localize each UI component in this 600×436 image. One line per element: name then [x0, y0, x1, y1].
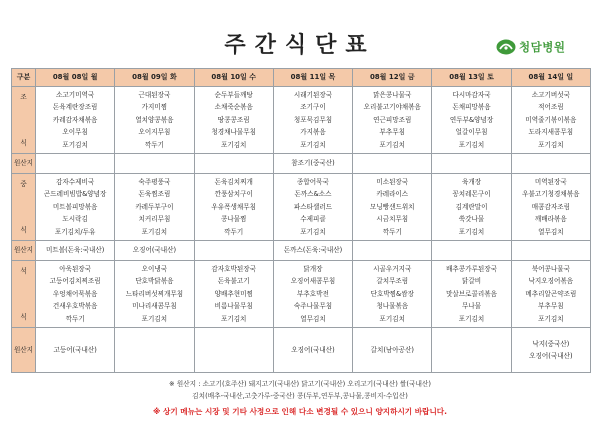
page-title: 주간식단표	[224, 33, 376, 58]
menu-item: 포기김치	[220, 140, 247, 149]
menu-item: 느타리버섯찌개무침	[125, 289, 184, 298]
lunch-label	[12, 174, 36, 241]
menu-item: 건새우호박볶음	[52, 302, 98, 311]
menu-item: 닭개장	[303, 264, 323, 273]
header-day: 08월 08일 월	[36, 69, 115, 87]
menu-item: 카레감자채볶음	[52, 115, 98, 124]
menu-item: 소고기버섯국	[531, 90, 570, 99]
breakfast-day-cell	[36, 87, 115, 154]
menu-item: 감자호박된장국	[211, 264, 256, 273]
header-day: 08월 09일 화	[115, 69, 194, 87]
lunch_origin-cell	[194, 241, 273, 261]
menu-item: 닭갈비	[461, 277, 482, 286]
lunch-day-cell	[273, 174, 352, 241]
header-day: 08월 12일 금	[353, 69, 432, 87]
menu-item: 청경채나물무침	[211, 128, 256, 137]
menu-item: 돈육찜조림	[138, 190, 171, 199]
breakfast_origin-cell	[511, 154, 590, 174]
menu-item: 맛살브로콜리볶음	[446, 289, 498, 298]
dinner_origin-cell	[36, 328, 115, 373]
menu-item: 미나리새콤무침	[132, 302, 177, 311]
menu-item: 포기김치	[538, 140, 564, 149]
dinner_origin-cell	[194, 328, 273, 373]
lunch-day-cell	[511, 174, 590, 241]
menu-item: 우엉채어묵볶음	[52, 289, 98, 298]
hospital-name: 청담병원	[519, 40, 566, 54]
menu-item: 포기김치/두유	[54, 227, 96, 236]
menu-item: 시래기된장국	[293, 90, 333, 99]
menu-item: 무나물	[461, 302, 482, 311]
menu-item: 우불고기청경채볶음	[522, 190, 580, 199]
menu-item: 포기김치	[300, 140, 326, 149]
dinner-label	[12, 261, 36, 328]
menu-item: 열치양콩볶음	[135, 115, 174, 124]
menu-item: 우유폭생채무침	[211, 202, 256, 211]
menu-item: 배추콩가루된장국	[446, 264, 498, 273]
menu-item: 깍두기	[65, 314, 85, 323]
menu-item: 돈채피망볶음	[452, 103, 491, 112]
dinner_origin-row	[12, 328, 591, 373]
lunch_origin-cell	[353, 241, 432, 261]
dinner-label-bottom: 식	[20, 312, 27, 321]
menu-item: 포기김치	[220, 314, 247, 323]
menu-item: 깍두기	[144, 140, 164, 149]
menu-item: 숙주평풍국	[138, 177, 171, 186]
menu-item: 갈치무조림	[376, 277, 409, 286]
menu-item: 적어조림	[538, 103, 564, 112]
menu-item: 땅콩콩조림	[217, 115, 250, 124]
menu-item: 육개장	[461, 177, 482, 186]
breakfast-label-bottom: 식	[20, 138, 27, 147]
dinner-day-cell	[36, 261, 115, 328]
hospital-logo-icon	[496, 38, 516, 56]
menu-item: 감자수제비국	[56, 177, 95, 186]
menu-item: 미역줄기볶이볶음	[525, 115, 577, 124]
header-day: 08월 14일 일	[511, 69, 590, 87]
menu-item: 조기구이	[300, 103, 326, 112]
menu-item: 포기김치	[141, 314, 168, 323]
dinner_origin-cell	[432, 328, 511, 373]
breakfast-day-cell	[194, 87, 273, 154]
menu-item: 소채죽순볶음	[214, 103, 253, 112]
lunch_origin-cell	[432, 241, 511, 261]
menu-item: 포기김치	[379, 314, 405, 323]
menu-item: 포기김치	[379, 140, 405, 149]
menu-item: 깨배라볶음	[534, 215, 567, 224]
lunch-row	[12, 174, 591, 241]
lunch_origin-cell	[511, 241, 590, 261]
origin-item: 오징어(국내산)	[291, 345, 335, 354]
menu-item: 미역된장국	[534, 177, 567, 186]
menu-item: 청포묵김무침	[293, 115, 333, 124]
dinner_origin-cell	[273, 328, 352, 373]
lunch-day-cell	[353, 174, 432, 241]
dinner-label-top: 석	[20, 267, 27, 275]
menu-item: 꽁치레몬구이	[452, 190, 491, 199]
menu-item: 부추무침	[538, 302, 564, 311]
menu-item: 포기김치	[538, 314, 564, 323]
menu-item: 포기김치	[141, 227, 168, 236]
menu-item: 미트볼피망볶음	[52, 202, 98, 211]
breakfast_origin-cell	[432, 154, 511, 174]
menu-item: 얼갈이무침	[455, 128, 488, 137]
menu-item: 숙주나물무침	[293, 302, 333, 311]
dinner_origin-cell	[511, 328, 590, 373]
breakfast_origin-cell: 참조기(중국산)	[273, 154, 352, 174]
lunch-label-bottom: 식	[20, 225, 27, 234]
lunch-day-cell	[432, 174, 511, 241]
menu-item: 깍두기	[224, 227, 244, 236]
menu-item: 오이냉국	[141, 264, 168, 273]
dinner_origin-cell	[115, 328, 194, 373]
lunch_origin-row	[12, 241, 591, 261]
menu-item: 열무김치	[300, 314, 326, 323]
dinner_origin-cell	[353, 328, 432, 373]
menu-item: 양배추현미찜	[214, 289, 253, 298]
menu-item: 돈까스&소스	[294, 190, 332, 199]
menu-item: 종합어묵국	[297, 177, 329, 186]
menu-item: 돈육계란장조림	[52, 103, 98, 112]
lunch_origin-cell: 돈까스(돈육:국내산)	[273, 241, 352, 261]
origin-item: 고등어(국내산)	[53, 345, 97, 354]
menu-item: 순두부들깨탕	[214, 90, 253, 99]
menu-item: 돈육불고기	[217, 277, 250, 286]
hospital-logo	[496, 38, 565, 56]
breakfast_origin-cell	[194, 154, 273, 174]
menu-item: 북어콩나물국	[531, 264, 570, 273]
menu-item: 포기김치	[300, 227, 326, 236]
menu-item: 가지미찜	[141, 103, 168, 112]
menu-item: 메추리알곤약조림	[525, 289, 577, 298]
header-label: 구분	[12, 69, 36, 87]
menu-item: 비름나물무침	[214, 302, 253, 311]
menu-item: 낙지오징어볶음	[528, 277, 574, 286]
lunch-day-cell	[194, 174, 273, 241]
dinner-day-cell	[353, 261, 432, 328]
header-day: 08월 11일 목	[273, 69, 352, 87]
menu-item: 포기김치	[458, 227, 485, 236]
menu-item: 깍두기	[382, 227, 402, 236]
weekly-menu-table	[11, 68, 591, 373]
menu-item: 부추무침	[379, 128, 405, 137]
origin-item: 오징어(국내산)	[529, 352, 573, 360]
breakfast_origin-row	[12, 154, 591, 174]
menu-item: 연두부&양념장	[449, 115, 494, 124]
menu-item: 청나물볶음	[376, 302, 409, 311]
menu-item: 쑥갓나물	[458, 215, 485, 224]
breakfast_origin-cell	[115, 154, 194, 174]
lunch-label-top: 중	[20, 180, 27, 188]
menu-item: 오이무침	[62, 128, 88, 137]
menu-item: 수제피클	[300, 215, 326, 224]
breakfast-label-top: 조	[20, 93, 27, 101]
menu-item: 연근피망조림	[373, 115, 412, 124]
origin-footnote-line2: 김치(배추-국내산,고춧가루-중국산) 콩(두부,연두부,콩나물,콩비지-수입산)	[192, 392, 408, 400]
change-notice: ※ 상기 메뉴는 시장 및 기타 사정으로 인해 다소 변경될 수 있으니 양지하시기 바랍니다.	[152, 407, 448, 416]
menu-item: 포기김치	[458, 314, 485, 323]
menu-item: 도라지새콤무침	[528, 128, 574, 137]
menu-item: 카레라이스	[376, 190, 409, 199]
breakfast-label	[12, 87, 36, 154]
menu-item: 미소된장국	[376, 177, 409, 186]
dinner_origin-label: 원산지	[12, 328, 36, 373]
menu-item: 시골우거지국	[373, 264, 412, 273]
header-row	[12, 69, 591, 87]
menu-item: 파스타샐러드	[293, 202, 333, 211]
menu-item: 오리불고기야채볶음	[363, 103, 421, 112]
dinner-day-cell	[511, 261, 590, 328]
dinner-day-cell	[273, 261, 352, 328]
lunch_origin-label: 원산지	[12, 241, 36, 261]
menu-item: 아욱된장국	[59, 264, 92, 273]
menu-item: 곤드레비빔밥&양념장	[43, 190, 107, 199]
menu-item: 부추호박전	[297, 289, 329, 298]
origin-item: 갈치(남아공산)	[370, 345, 414, 354]
dinner-day-cell	[194, 261, 273, 328]
lunch_origin-cell: 미트볼(돈육:국내산)	[36, 241, 115, 261]
menu-item: 도시락김	[62, 215, 88, 224]
menu-item: 콩나물찜	[220, 215, 247, 224]
breakfast_origin-cell	[353, 154, 432, 174]
breakfast-row	[12, 87, 591, 154]
menu-item: 소고기미역국	[56, 90, 95, 99]
menu-item: 매콤감자조림	[531, 202, 570, 211]
origin-footnote-line1: ※ 원산지 : 소고기(호주산) 돼지고기(국내산) 닭고기(국내산) 오리고기(국내산) 쌀(국내산)	[168, 380, 431, 388]
menu-item: 단호박찜&쌈장	[370, 289, 414, 298]
menu-item: 치커리무침	[138, 215, 171, 224]
header-day: 08월 10일 수	[194, 69, 273, 87]
breakfast-day-cell	[511, 87, 590, 154]
breakfast-day-cell	[273, 87, 352, 154]
menu-item: 모닝빵샌드위치	[369, 202, 415, 211]
lunch-day-cell	[36, 174, 115, 241]
menu-item: 깐풍삼치구이	[214, 190, 253, 199]
breakfast_origin-label: 원산지	[12, 154, 36, 174]
menu-item: 단호박닭볶음	[135, 277, 174, 286]
menu-item: 시금치무침	[376, 215, 409, 224]
menu-item: 포기김치	[62, 140, 88, 149]
menu-item: 김계란말이	[455, 202, 488, 211]
menu-item: 카레두부구이	[135, 202, 174, 211]
menu-item: 열무김치	[538, 227, 564, 236]
menu-item: 돈육김치찌개	[214, 177, 253, 186]
lunch_origin-cell: 오징어(국내산)	[115, 241, 194, 261]
menu-item: 맑은콩나물국	[373, 90, 412, 99]
breakfast-day-cell	[353, 87, 432, 154]
dinner-day-cell	[432, 261, 511, 328]
lunch-day-cell	[115, 174, 194, 241]
header-day: 08월 13일 토	[432, 69, 511, 87]
menu-item: 가지볶음	[300, 128, 326, 137]
breakfast-day-cell	[115, 87, 194, 154]
menu-item: 포기김치	[458, 140, 485, 149]
breakfast-day-cell	[432, 87, 511, 154]
breakfast_origin-cell	[36, 154, 115, 174]
menu-item: 근대된장국	[138, 90, 171, 99]
menu-item: 다시마감자국	[452, 90, 491, 99]
menu-item: 오이지무침	[138, 128, 171, 137]
dinner-day-cell	[115, 261, 194, 328]
menu-item: 고등어김치찌조림	[49, 277, 101, 286]
menu-item: 오징어새콤무침	[290, 277, 336, 286]
origin-item: 낙지(중국산)	[532, 339, 570, 348]
dinner-row	[12, 261, 591, 328]
